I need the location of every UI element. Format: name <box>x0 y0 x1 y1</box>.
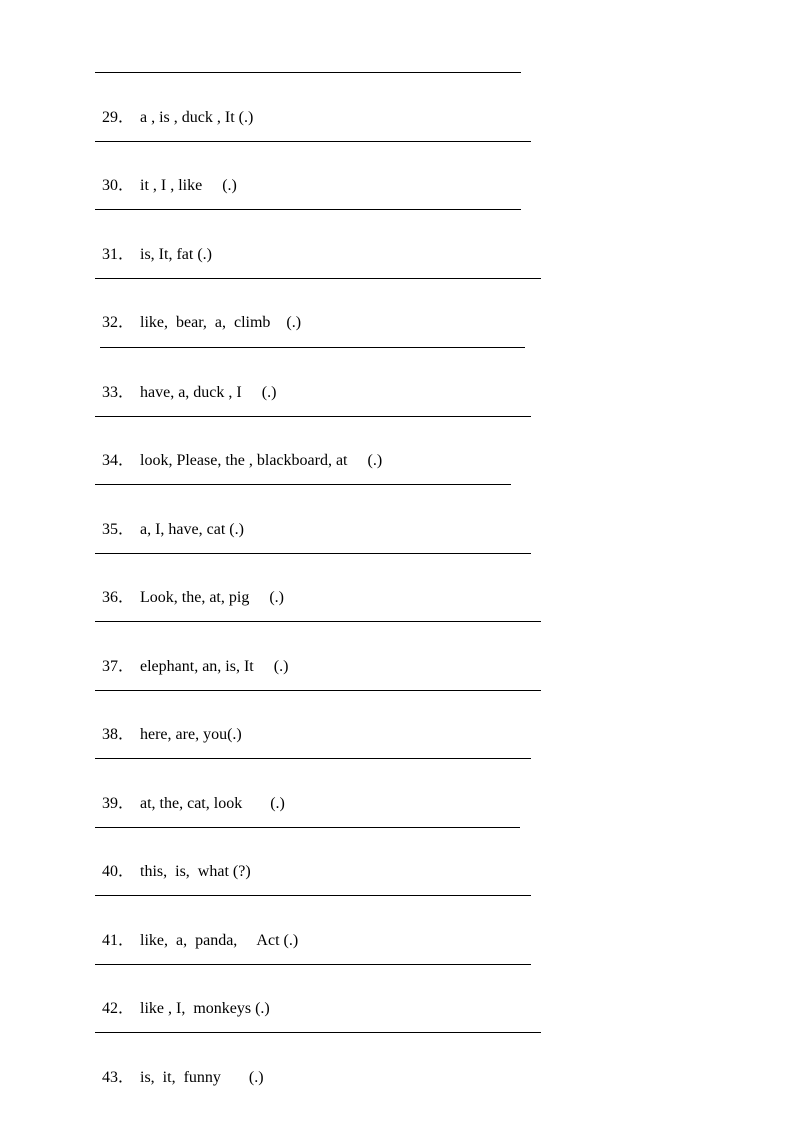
answer-line <box>95 1032 541 1033</box>
answer-line <box>95 758 531 759</box>
scrambled-words: look, Please, the , blackboard, at (.) <box>140 452 383 469</box>
exercise-number: 37． <box>102 658 135 675</box>
exercise-item <box>94 568 284 608</box>
exercise-number: 30． <box>102 177 135 194</box>
scrambled-words: have, a, duck , I (.) <box>140 384 277 401</box>
exercise-number: 43． <box>102 1069 135 1086</box>
answer-line <box>95 141 531 142</box>
exercise-item <box>94 156 237 196</box>
scrambled-words: is, It, fat (.) <box>140 246 212 263</box>
answer-line <box>95 72 521 73</box>
answer-line <box>95 827 520 828</box>
exercise-number: 35． <box>102 521 135 538</box>
exercise-item <box>94 842 251 882</box>
exercise-number: 36． <box>102 589 135 606</box>
answer-line <box>95 553 531 554</box>
exercise-number: 40． <box>102 863 135 880</box>
answer-line <box>95 690 541 691</box>
answer-line <box>95 895 531 896</box>
answer-line <box>95 484 511 485</box>
exercise-number: 38． <box>102 726 135 743</box>
exercise-item <box>94 500 244 540</box>
exercise-number: 31． <box>102 246 135 263</box>
exercise-number: 39． <box>102 795 135 812</box>
exercise-number: 41． <box>102 932 135 949</box>
exercise-item <box>94 979 270 1019</box>
exercise-item <box>94 774 285 814</box>
exercise-item <box>94 431 382 471</box>
exercise-number: 29． <box>102 109 135 126</box>
scrambled-words: Look, the, at, pig (.) <box>140 589 284 606</box>
answer-line <box>95 209 521 210</box>
exercise-item <box>94 225 212 265</box>
exercise-item <box>94 637 288 677</box>
answer-line <box>95 416 531 417</box>
scrambled-words: at, the, cat, look (.) <box>140 795 285 812</box>
scrambled-words: like , I, monkeys (.) <box>140 1000 270 1017</box>
scrambled-words: is, it, funny (.) <box>140 1069 264 1086</box>
scrambled-words: like, a, panda, Act (.) <box>140 932 299 949</box>
scrambled-words: it , I , like (.) <box>140 177 237 194</box>
exercise-item <box>94 911 298 951</box>
scrambled-words: elephant, an, is, It (.) <box>140 658 289 675</box>
scrambled-words: this, is, what (?) <box>140 863 251 880</box>
answer-line <box>95 278 541 279</box>
exercise-item <box>94 1048 264 1088</box>
answer-line <box>100 347 525 348</box>
scrambled-words: a , is , duck , It (.) <box>140 109 254 126</box>
exercise-number: 33． <box>102 384 135 401</box>
exercise-number: 34． <box>102 452 135 469</box>
scrambled-words: a, I, have, cat (.) <box>140 521 244 538</box>
answer-line <box>95 621 541 622</box>
exercise-number: 32． <box>102 314 135 331</box>
exercise-item <box>94 293 301 333</box>
answer-line <box>95 964 531 965</box>
exercise-item <box>94 363 276 403</box>
exercise-number: 42． <box>102 1000 135 1017</box>
exercise-item <box>94 705 242 745</box>
scrambled-words: here, are, you(.) <box>140 726 242 743</box>
exercise-item <box>94 88 253 128</box>
scrambled-words: like, bear, a, climb (.) <box>140 314 302 331</box>
